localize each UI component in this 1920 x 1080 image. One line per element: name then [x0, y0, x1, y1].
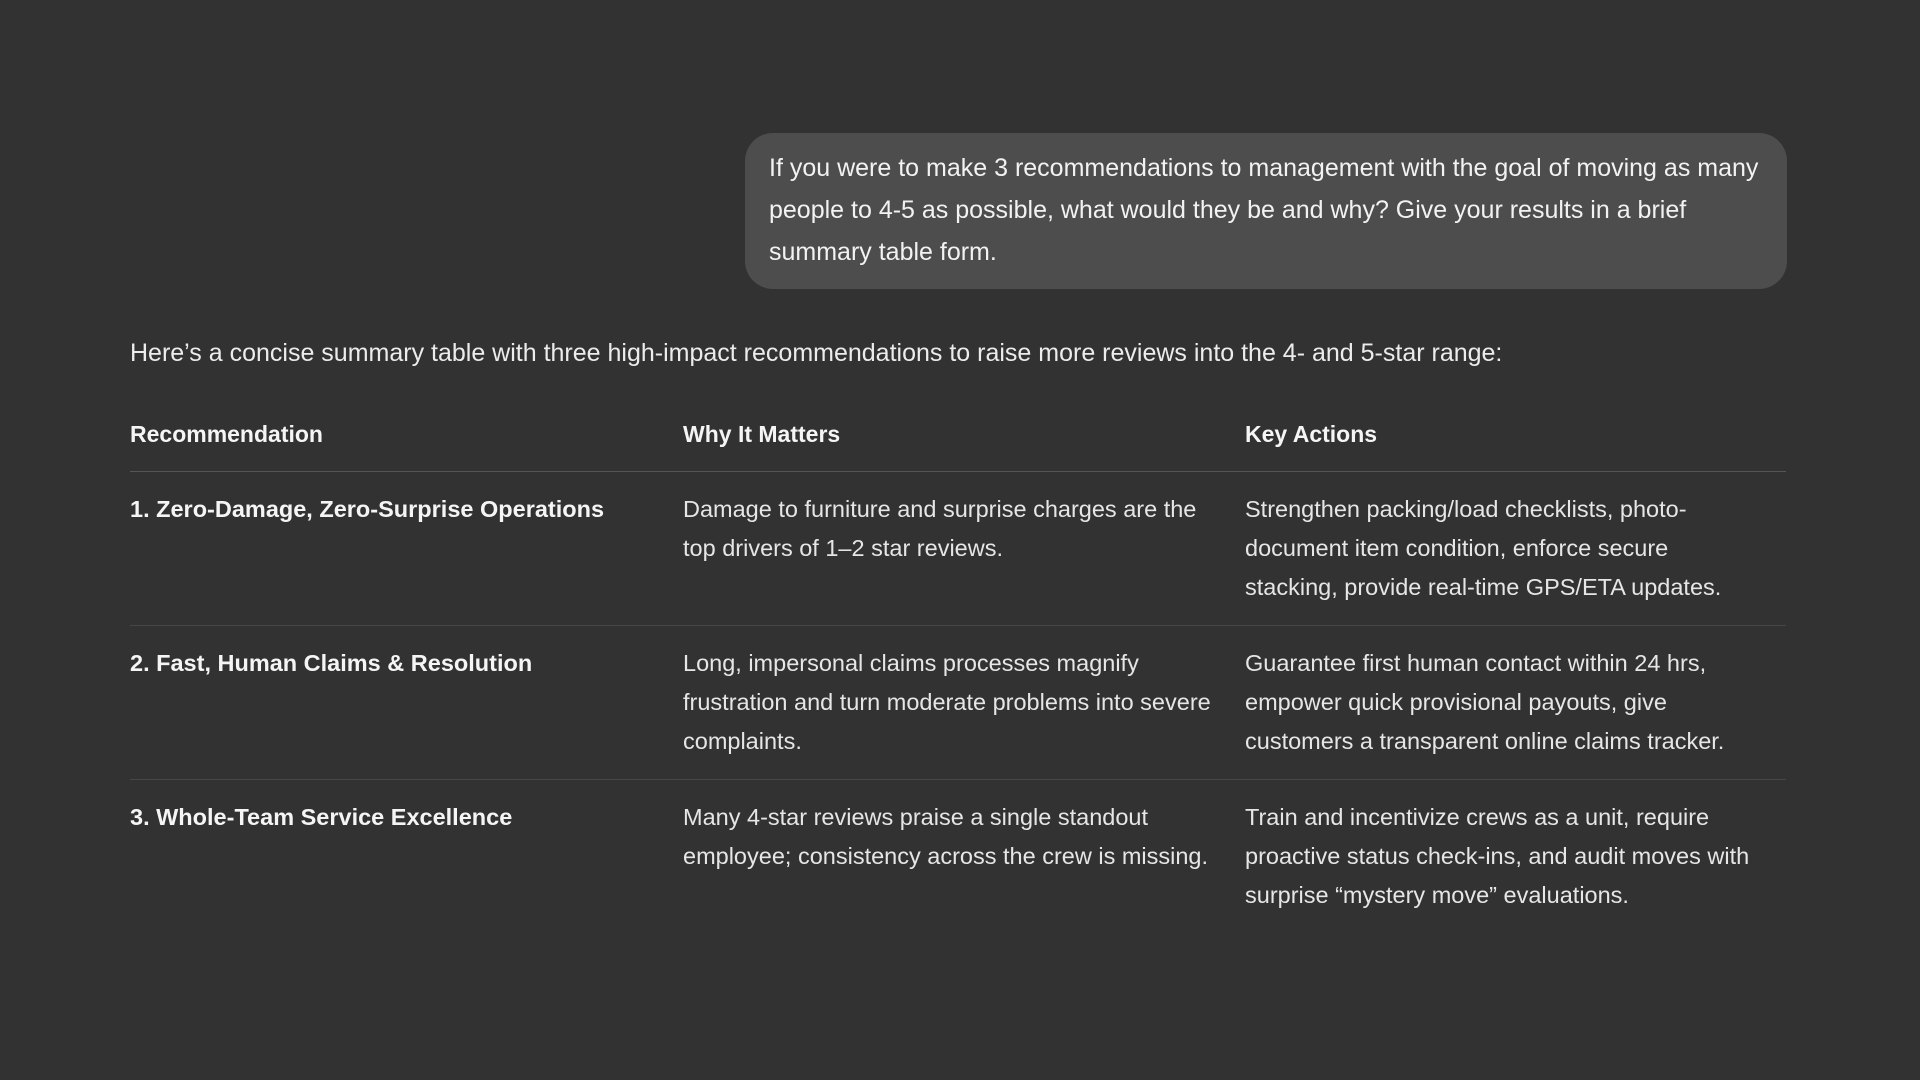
table-header-row [130, 417, 1786, 472]
table-row [130, 472, 1786, 626]
user-message-bubble [745, 133, 1787, 289]
actions-cell: Train and incentivize crews as a unit, require proactive status check-ins, and audit moves with surprise “mystery move” evaluations. [1245, 804, 1750, 908]
table-row [130, 626, 1786, 780]
user-message-text: If you were to make 3 recommendations to management with the goal of moving as many people to 4-5 as possible, what would they be and why? Give your results in a brief summary table form. [769, 154, 1759, 266]
header-key-actions: Key Actions [1245, 417, 1786, 472]
why-cell: Long, impersonal claims processes magnify frustration and turn moderate problems into severe complaints. [683, 626, 1245, 780]
recommendation-cell: 2. Fast, Human Claims & Resolution [130, 626, 683, 780]
header-why-it-matters: Why It Matters [683, 417, 1245, 472]
assistant-message [130, 333, 1786, 933]
recommendations-table [130, 417, 1786, 933]
why-cell: Damage to furniture and surprise charges are the top drivers of 1–2 star reviews. [683, 472, 1245, 626]
why-cell: Many 4-star reviews praise a single standout employee; consistency across the crew is missing. [683, 804, 1209, 869]
recommendation-cell: 3. Whole-Team Service Excellence [130, 804, 513, 830]
actions-cell: Strengthen packing/load checklists, photo-document item condition, enforce secure stacking, provide real-time GPS/ETA updates. [1245, 472, 1786, 626]
recommendation-cell: 1. Zero-Damage, Zero-Surprise Operations [130, 472, 683, 626]
table-row [130, 780, 1786, 934]
header-recommendation: Recommendation [130, 417, 683, 472]
assistant-intro-text: Here’s a concise summary table with three high-impact recommendations to raise more reviews into the 4- and 5-star range: [130, 339, 1503, 367]
actions-cell: Guarantee first human contact within 24 hrs, empower quick provisional payouts, give customers a transparent online claims tracker. [1245, 626, 1786, 780]
